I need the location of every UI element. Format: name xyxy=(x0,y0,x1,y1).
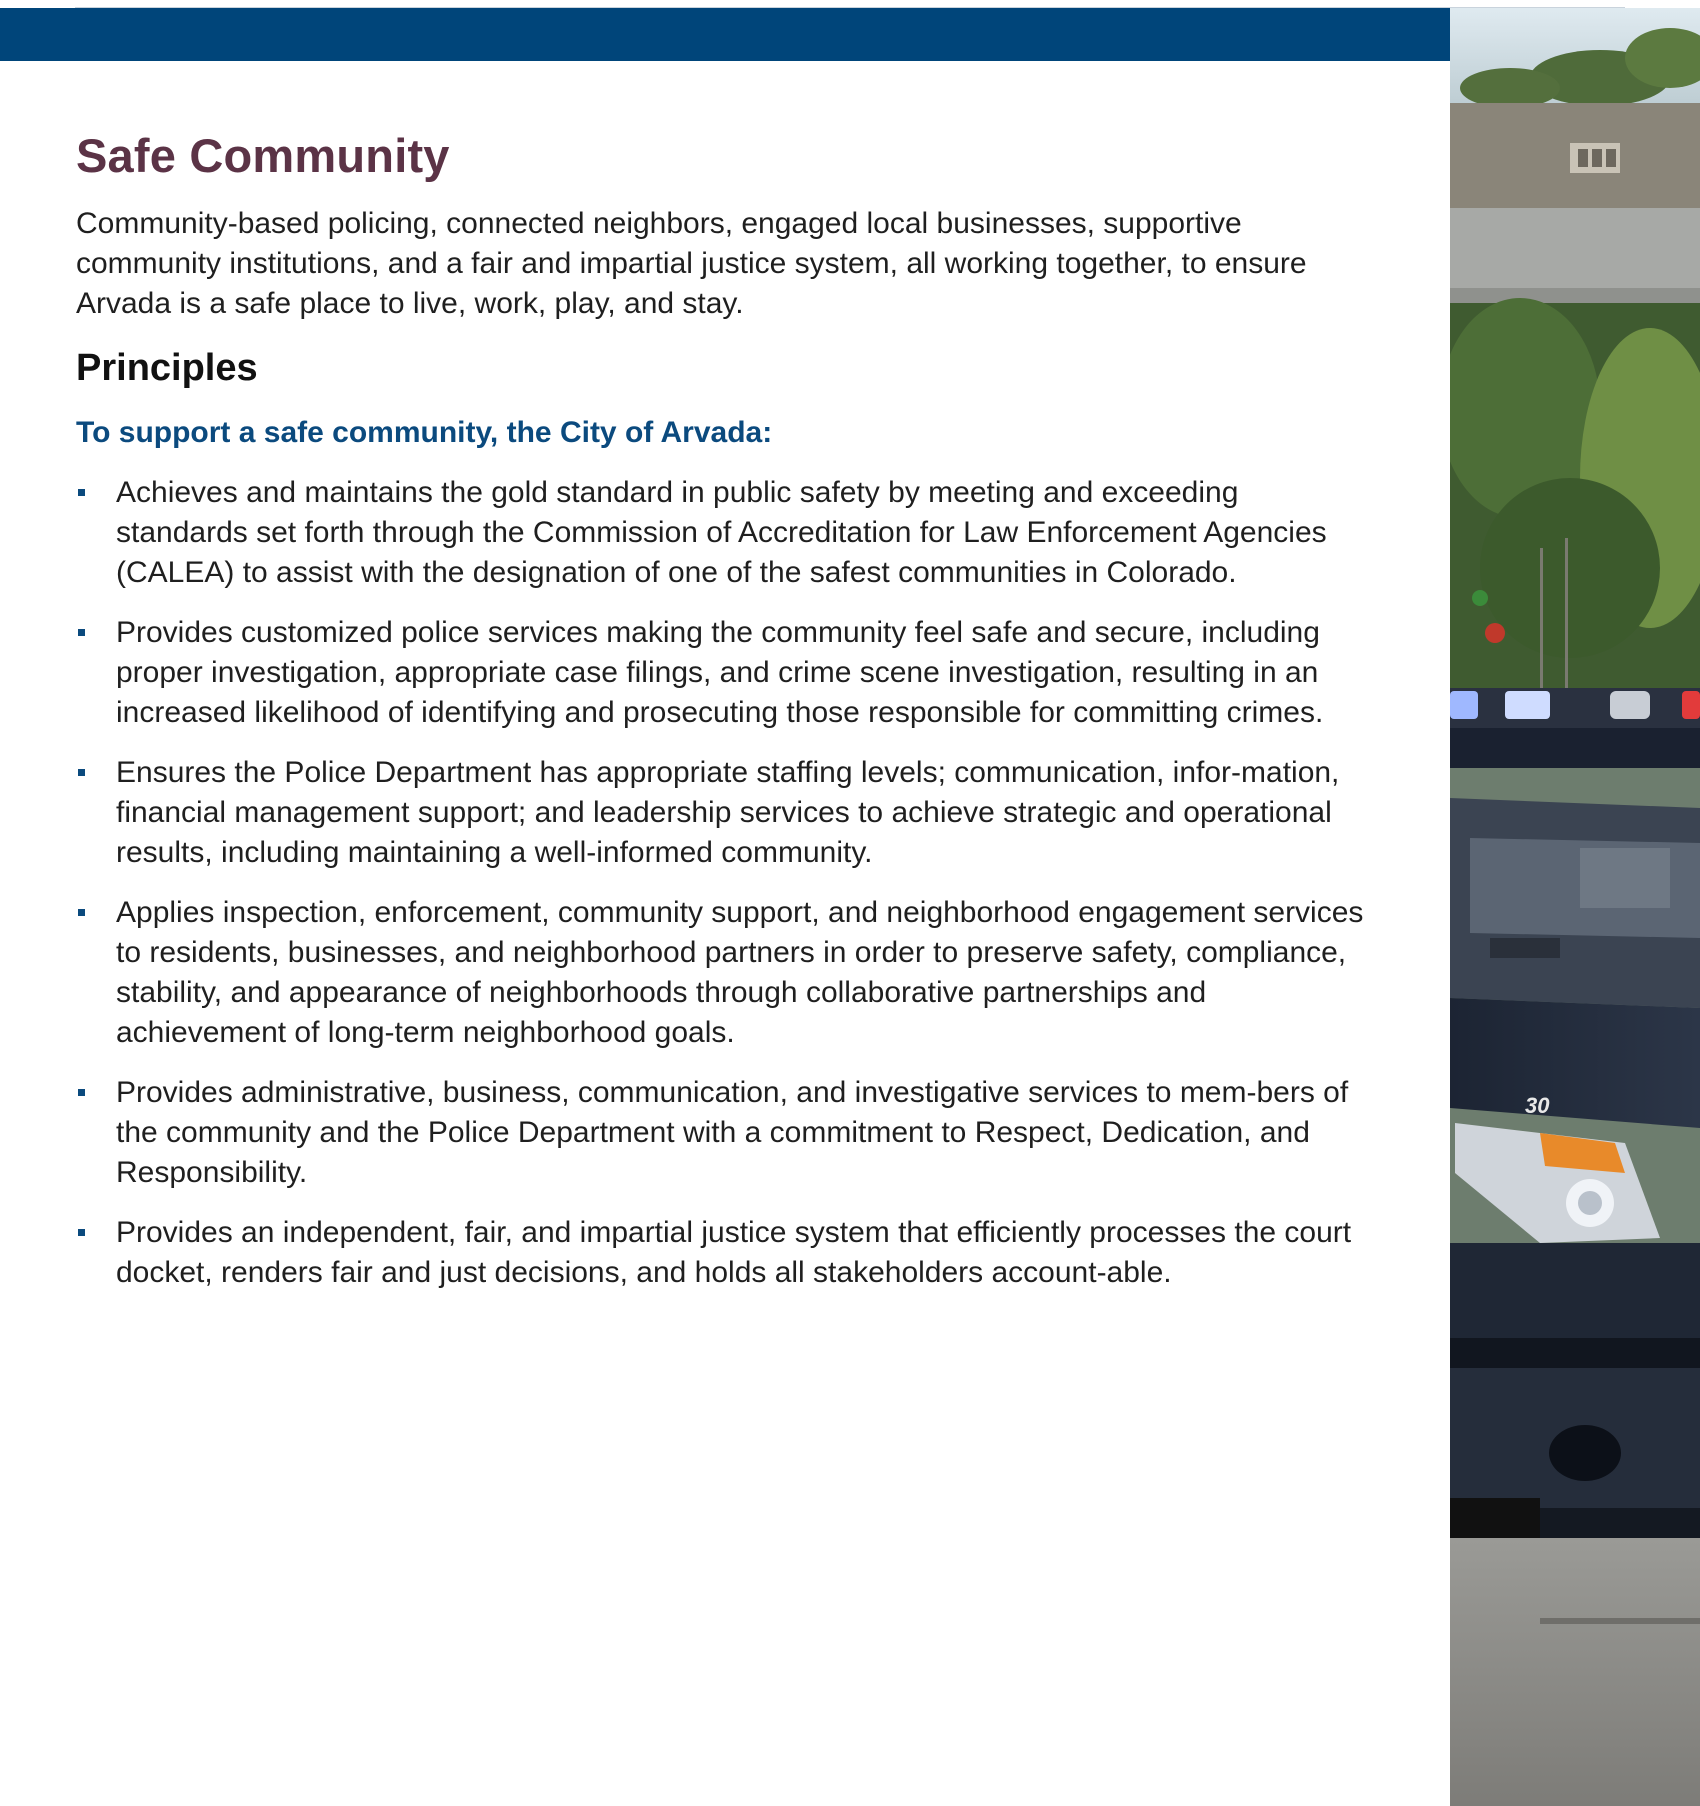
principles-heading: Principles xyxy=(76,346,258,389)
square-bullet-icon xyxy=(78,769,85,776)
car-number-label: 30 xyxy=(1525,1093,1550,1118)
square-bullet-icon xyxy=(78,629,85,636)
list-item xyxy=(76,753,1376,873)
list-item xyxy=(76,613,1376,733)
police-car-photo xyxy=(1450,8,1700,1806)
principle-text: Applies inspection, enforcement, community support, and neighborhood engagement services to residents, businesses, and neighborhood partners in order to preserve safety, compliance, stability, and appearance of neighborhoods through collaborative partnerships and achievement of long-term neighborhood goals. xyxy=(116,896,1364,1050)
list-item xyxy=(76,473,1376,593)
principle-text: Provides an independent, fair, and impartial justice system that efficiently processes the court docket, renders fair and just decisions, and holds all stakeholders account-able. xyxy=(116,1216,1352,1290)
square-bullet-icon xyxy=(78,909,85,916)
list-item xyxy=(76,893,1376,1053)
principles-lead-in: To support a safe community, the City of Arvada: xyxy=(76,416,773,450)
list-item xyxy=(76,1213,1376,1293)
principles-list xyxy=(76,473,1376,1293)
square-bullet-icon xyxy=(78,1089,85,1096)
top-banner-bar xyxy=(0,8,1450,61)
principle-text: Provides administrative, business, communication, and investigative services to mem-bers of the community and the Police Department with a commitment to Respect, Dedication, and Responsibility. xyxy=(116,1076,1349,1190)
police-car-illustration xyxy=(1450,8,1700,1806)
list-item xyxy=(76,1073,1376,1193)
intro-paragraph: Community-based policing, connected neighbors, engaged local businesses, supportive community institutions, and a fair and impartial justice system, all working together, to ensure Arvada is a safe place to live, work, play, and stay. xyxy=(76,206,1307,320)
main-content xyxy=(76,130,1376,1313)
principle-text: Provides customized police services making the community feel safe and secure, including proper investigation, appropriate case filings, and crime scene investigation, resulting in an increased likelihood of identifying and prosecuting those responsible for committing crimes. xyxy=(116,616,1324,730)
page-title: Safe Community xyxy=(76,129,450,182)
square-bullet-icon xyxy=(78,489,85,496)
principle-text: Ensures the Police Department has appropriate staffing levels; communication, infor-mation, financial management support; and leadership services to achieve strategic and operational results, including maintaining a well-informed community. xyxy=(116,756,1340,870)
principle-text: Achieves and maintains the gold standard in public safety by meeting and exceeding standards set forth through the Commission of Accreditation for Law Enforcement Agencies (CALEA) to assist with the designation of one of the safest communities in Colorado. xyxy=(116,476,1327,590)
square-bullet-icon xyxy=(78,1229,85,1236)
